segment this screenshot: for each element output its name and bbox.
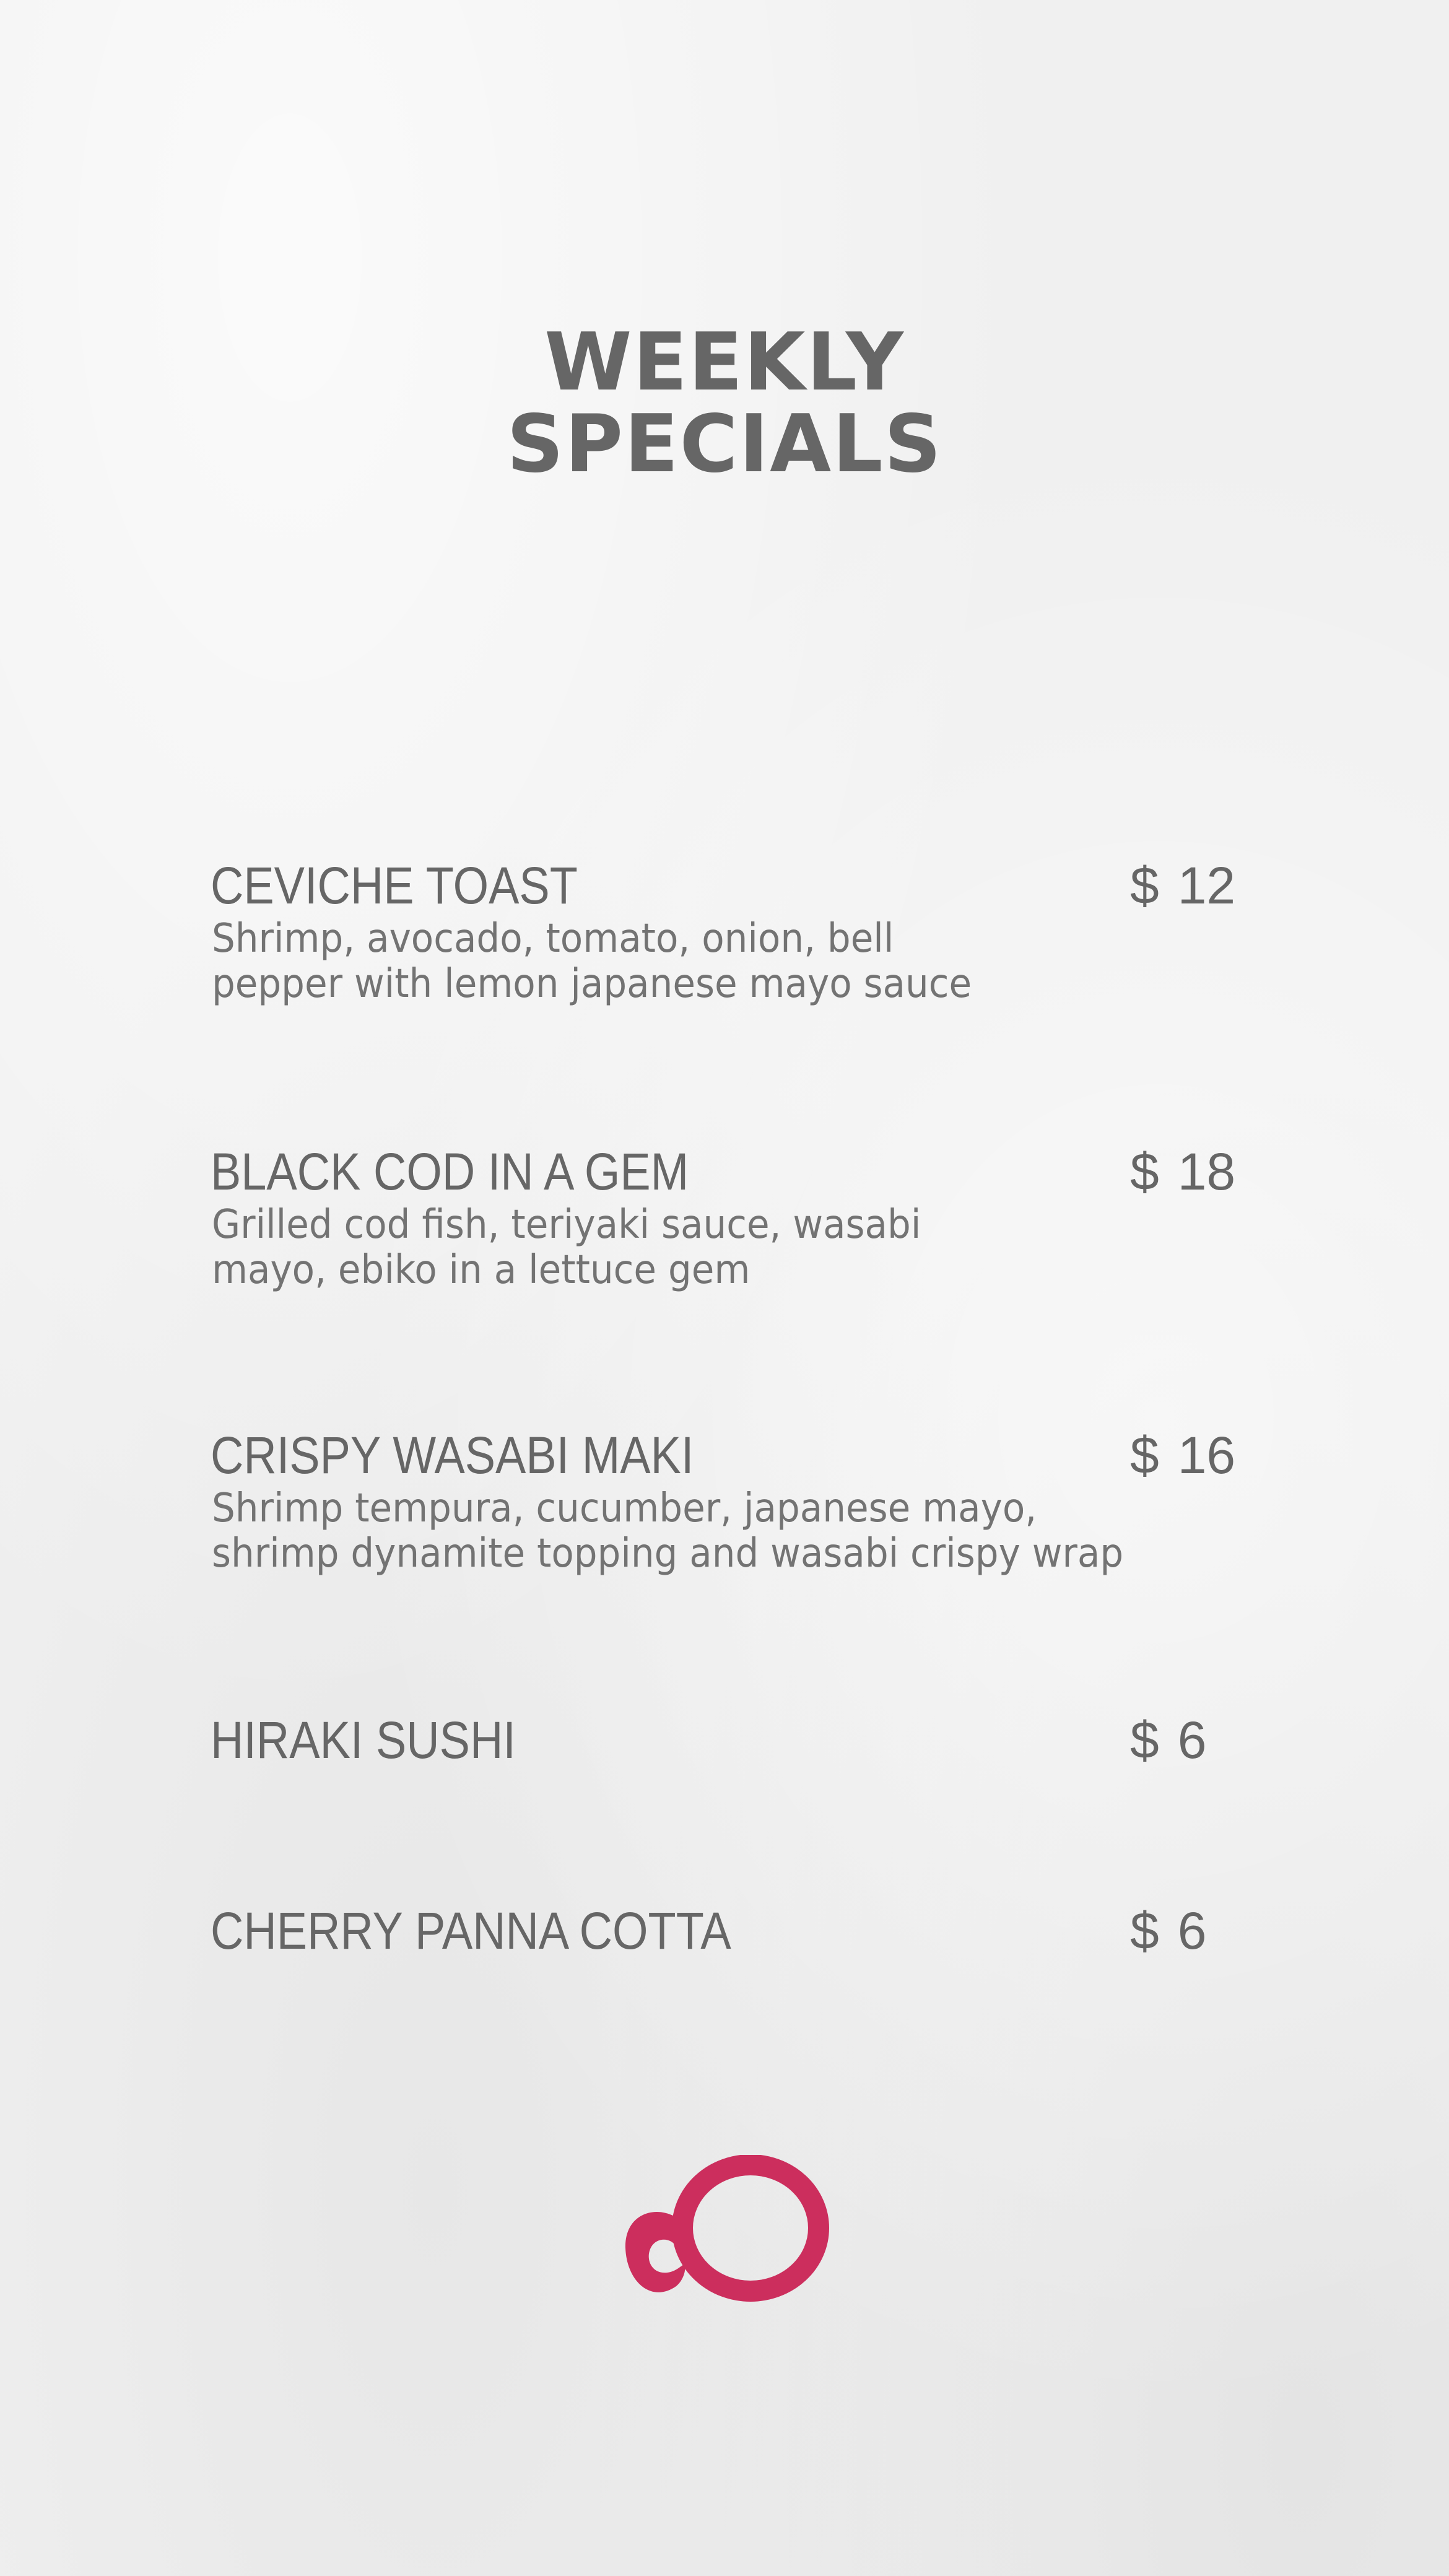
fish-logo-icon bbox=[619, 2155, 830, 2316]
menu-item-name: CEVICHE TOAST bbox=[211, 856, 578, 915]
description-line: pepper with lemon japanese mayo sauce bbox=[212, 961, 972, 1007]
menu-item-price bbox=[1130, 1709, 1206, 1771]
menu-item-description bbox=[212, 1486, 1123, 1577]
title-line-1: WEEKLY bbox=[544, 316, 905, 409]
title-line-2: SPECIALS bbox=[507, 398, 942, 490]
description-line: shrimp dynamite topping and wasabi crispy wrap bbox=[212, 1531, 1124, 1577]
menu-item-price bbox=[1130, 1424, 1235, 1486]
currency-symbol: $ bbox=[1130, 856, 1159, 915]
page-title bbox=[0, 316, 1449, 490]
price-value: 18 bbox=[1177, 1142, 1236, 1201]
currency-symbol: $ bbox=[1130, 1902, 1159, 1960]
menu-item-price bbox=[1130, 1900, 1206, 1962]
price-value: 12 bbox=[1177, 856, 1236, 915]
currency-symbol: $ bbox=[1130, 1426, 1159, 1484]
description-line: Shrimp tempura, cucumber, japanese mayo, bbox=[212, 1486, 1037, 1531]
menu-item-description bbox=[212, 916, 972, 1007]
menu-item-description bbox=[212, 1203, 921, 1293]
price-value: 6 bbox=[1177, 1902, 1207, 1960]
price-value: 6 bbox=[1177, 1711, 1207, 1769]
menu-item-price bbox=[1130, 1141, 1235, 1203]
currency-symbol: $ bbox=[1130, 1142, 1159, 1201]
description-line: Shrimp, avocado, tomato, onion, bell bbox=[212, 916, 894, 962]
fish-body-ring bbox=[682, 2165, 819, 2291]
menu-item-name: CHERRY PANNA COTTA bbox=[211, 1902, 731, 1960]
menu-item-name: HIRAKI SUSHI bbox=[211, 1711, 516, 1769]
menu-item-price bbox=[1130, 855, 1235, 916]
currency-symbol: $ bbox=[1130, 1711, 1159, 1769]
menu-item-name: BLACK COD IN A GEM bbox=[211, 1142, 689, 1201]
menu-item-name: CRISPY WASABI MAKI bbox=[211, 1426, 694, 1484]
description-line: mayo, ebiko in a lettuce gem bbox=[212, 1247, 751, 1293]
price-value: 16 bbox=[1177, 1426, 1236, 1484]
description-line: Grilled cod fish, teriyaki sauce, wasabi bbox=[212, 1202, 921, 1248]
